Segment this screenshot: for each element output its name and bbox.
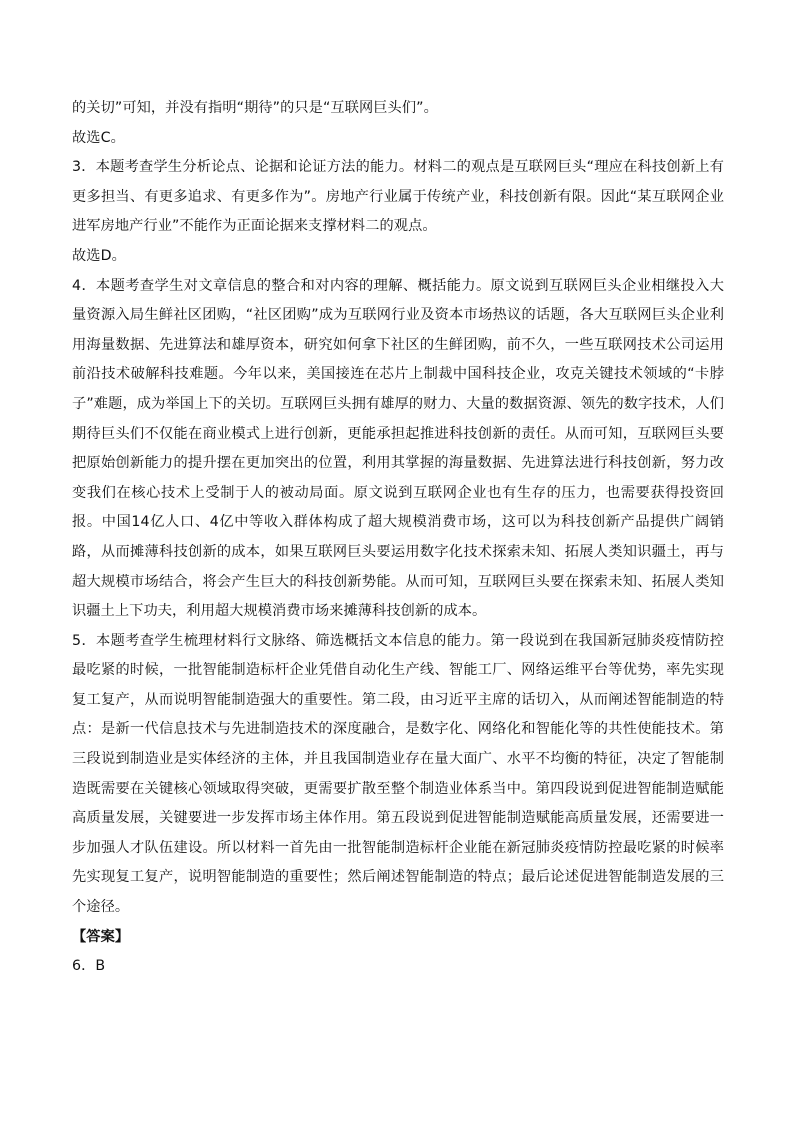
answer-line-6: 6．B (72, 958, 106, 975)
paragraph-answer-d: 故选D。 (72, 247, 126, 264)
answer-heading: 【答案】 (72, 928, 130, 945)
document-body (72, 94, 724, 982)
paragraph-question-5: 5．本题考查学生梳理材料行文脉络、筛选概括文本信息的能力。第一段说到在我国新冠肺炎疫情防控最吃紧的时候，一批智能制造标杆企业凭借自动化生产线、智能工厂、网络运维平台等优势，率先实现复工复产，从而说明智能制造强大的重要性。第二段，由习近平主席的话切入，从而阐述智能制造的特点：是新一代信息技术与先进制造技术的深度融合，是数字化、网络化和智能化等的共性使能技术。第三段说到制造业是实体经济的主体，并且我国制造业存在量大面广、水平不均衡的特征，决定了智能制造既需要在关键核心领域取得突破，更需要扩散至整个制造业体系当中。第四段说到促进智能制造赋能高质量发展，关键要进一步发挥市场主体作用。第五段说到促进智能制造赋能高质量发展，还需要进一步加强人才队伍建设。所以材料一首先由一批智能制造标杆企业能在新冠肺炎疫情防控最吃紧的时候率先实现复工复产，说明智能制造的重要性；然后阐述智能制造的特点；最后论述促进智能制造发展的三个途径。 (72, 632, 724, 916)
paragraph-question-4: 4．本题考查学生对文章信息的整合和对内容的理解、概括能力。原文说到互联网巨头企业相继投入大量资源入局生鲜社区团购，“社区团购”成为互联网行业及资本市场热议的话题，各大互联网巨头企业利用海量数据、先进算法和雄厚资本，研究如何拿下社区的生鲜团购，前不久，一些互联网技术公司运用前沿技术破解科技难题。今年以来，美国接连在芯片上制裁中国科技企业，攻克关键技术领域的“卡脖子”难题，成为举国上下的关切。互联网巨头拥有雄厚的财力、大量的数据资源、领先的数字技术，人们期待巨头们不仅能在商业模式上进行创新，更能承担起推进科技创新的责任。从而可知，互联网巨头要把原始创新能力的提升摆在更加突出的位置，利用其掌握的海量数据、先进算法进行科技创新，努力改变我们在核心技术上受制于人的被动局面。原文说到互联网企业也有生存的压力，也需要获得投资回报。中国14亿人口、4亿中等收入群体构成了超大规模消费市场，这可以为科技创新产品提供广阔销路，从而摊薄科技创新的成本，如果互联网巨头要运用数字化技术探索未知、拓展人类知识疆土，再与超大规模市场结合，将会产生巨大的科技创新势能。从而可知，互联网巨头要在探索未知、拓展人类知识疆土上下功夫，利用超大规模消费市场来摊薄科技创新的成本。 (72, 277, 724, 620)
paragraph-answer-c: 故选C。 (72, 129, 125, 146)
paragraph-question-3: 3．本题考查学生分析论点、论据和论证方法的能力。材料二的观点是互联网巨头“理应在科技创新上有更多担当、有更多追求、有更多作为”。房地产行业属于传统产业，科技创新有限。因此“某互联网企业进军房地产行业”不能作为正面论据来支撑材料二的观点。 (72, 159, 724, 235)
paragraph-intro-continuation: 的关切”可知，并没有指明“期待”的只是“互联网巨头们”。 (72, 100, 438, 116)
